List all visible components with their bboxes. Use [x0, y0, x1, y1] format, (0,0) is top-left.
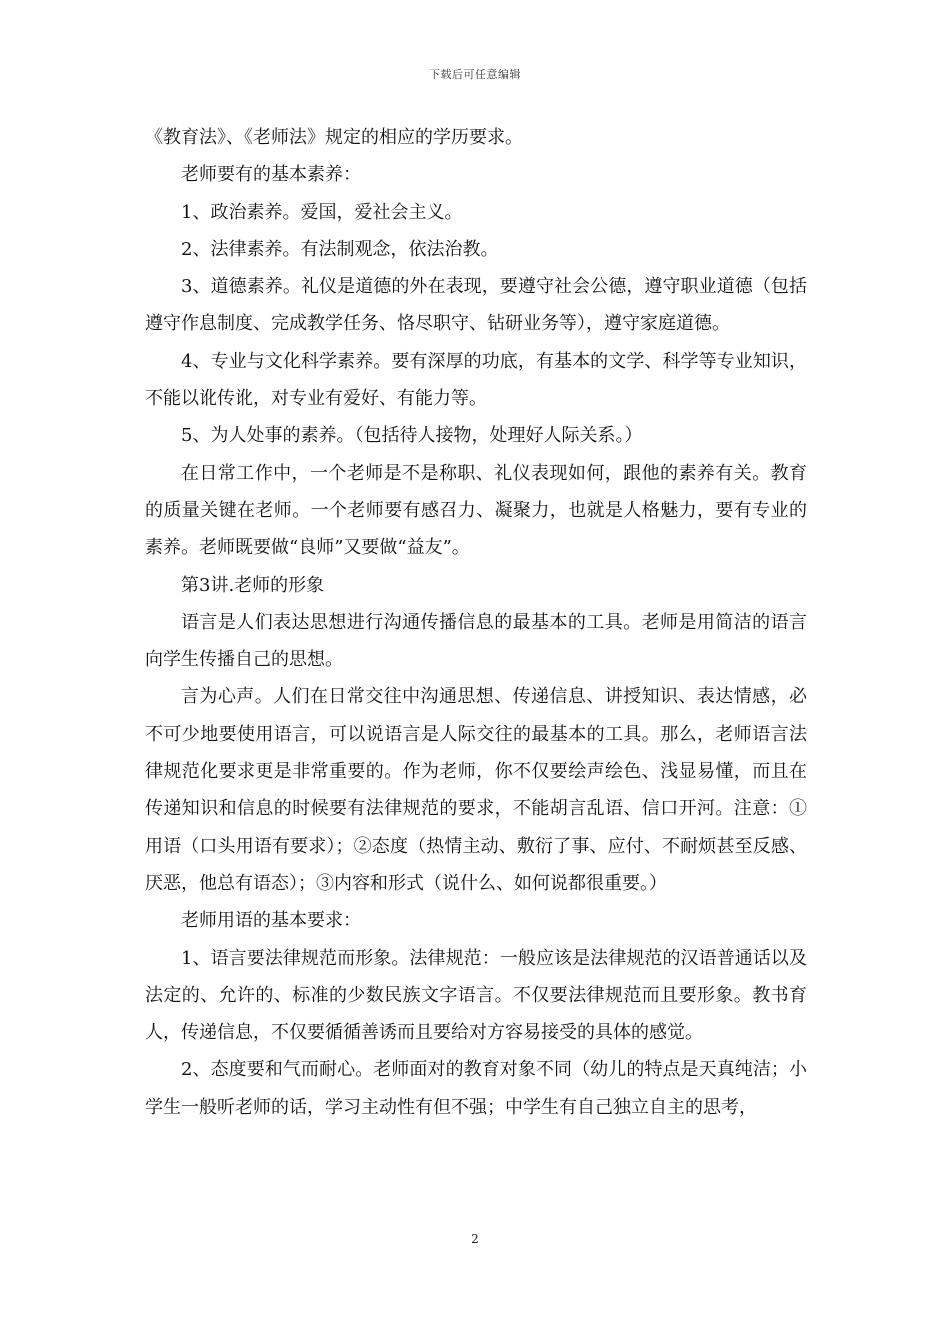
page-header: 下载后可任意编辑: [429, 68, 521, 81]
paragraph-language-tool: 语言是人们表达思想进行沟通传播信息的最基本的工具。老师是用简洁的语言向学生传播自己的思想。: [145, 611, 807, 671]
paragraph-requirement-2: 2、态度要和气而耐心。老师面对的教育对象不同（幼儿的特点是天真纯洁；小学生一般听老师的话，学习主动性有但不强；中学生有自己独立自主的思考，: [145, 1059, 807, 1118]
paragraph-daily-work: 在日常工作中，一个老师是不是称职、礼仪表现如何，跟他的素养有关。教育的质量关键在老师。一个老师要有感召力、凝聚力，也就是人格魅力，要有专业的素养。老师既要做“良师”又要做“益友”。: [145, 462, 807, 559]
paragraph-interpersonal-quality: 5、为人处事的素养。（包括待人接物，处理好人际关系。）: [181, 425, 643, 447]
paragraph-teacher-language-requirements: 老师用语的基本要求：: [181, 910, 361, 932]
paragraph-political-quality: 1、政治素养。爱国，爱社会主义。: [181, 201, 463, 223]
page-number: 2: [471, 1232, 479, 1246]
section-heading-lecture-3: 第3讲.老师的形象: [181, 574, 325, 596]
paragraph-basic-qualities-heading: 老师要有的基本素养：: [181, 164, 361, 186]
paragraph-moral-quality: 3、道德素养。礼仪是道德的外在表现，要遵守社会公德，遵守职业道德（包括遵守作息制度、完成教学任务、恪尽职守、钻研业务等），遵守家庭道德。: [145, 276, 807, 335]
paragraph-degree-requirement: 《教育法》、《老师法》规定的相应的学历要求。: [145, 127, 523, 148]
paragraph-speech-reflects-mind: 言为心声。人们在日常交往中沟通思想、传递信息、讲授知识、表达情感，必不可少地要使用语言，可以说语言是人际交往的最基本的工具。那么，老师语言法律规范化要求更是非常重要的。作为老师，你不仅要绘声绘色、浅显易懂，而且在传递知识和信息的时候要有法律规范的要求，不能胡言乱语、信口开河。注意：①用语（口头用语有要求）；②态度（热情主动、敷衍了事、应付、不耐烦甚至反感、厌恶，他总有语态）；③内容和形式（说什么、如何说都很重要。）: [145, 686, 807, 894]
paragraph-legal-quality: 2、法律素养。有法制观念，依法治教。: [181, 238, 499, 260]
paragraph-requirement-1: 1、语言要法律规范而形象。法律规范：一般应该是法律规范的汉语普通话以及法定的、允许的、标准的少数民族文字语言。不仅要法律规范而且要形象。教书育人，传递信息，不仅要循循善诱而且要给对方容易接受的具体的感觉。: [145, 947, 807, 1044]
document-body: [145, 119, 807, 1126]
paragraph-professional-quality: 4、专业与文化科学素养。要有深厚的功底，有基本的文学、科学等专业知识，不能以讹传讹，对专业有爱好、有能力等。: [145, 350, 807, 410]
